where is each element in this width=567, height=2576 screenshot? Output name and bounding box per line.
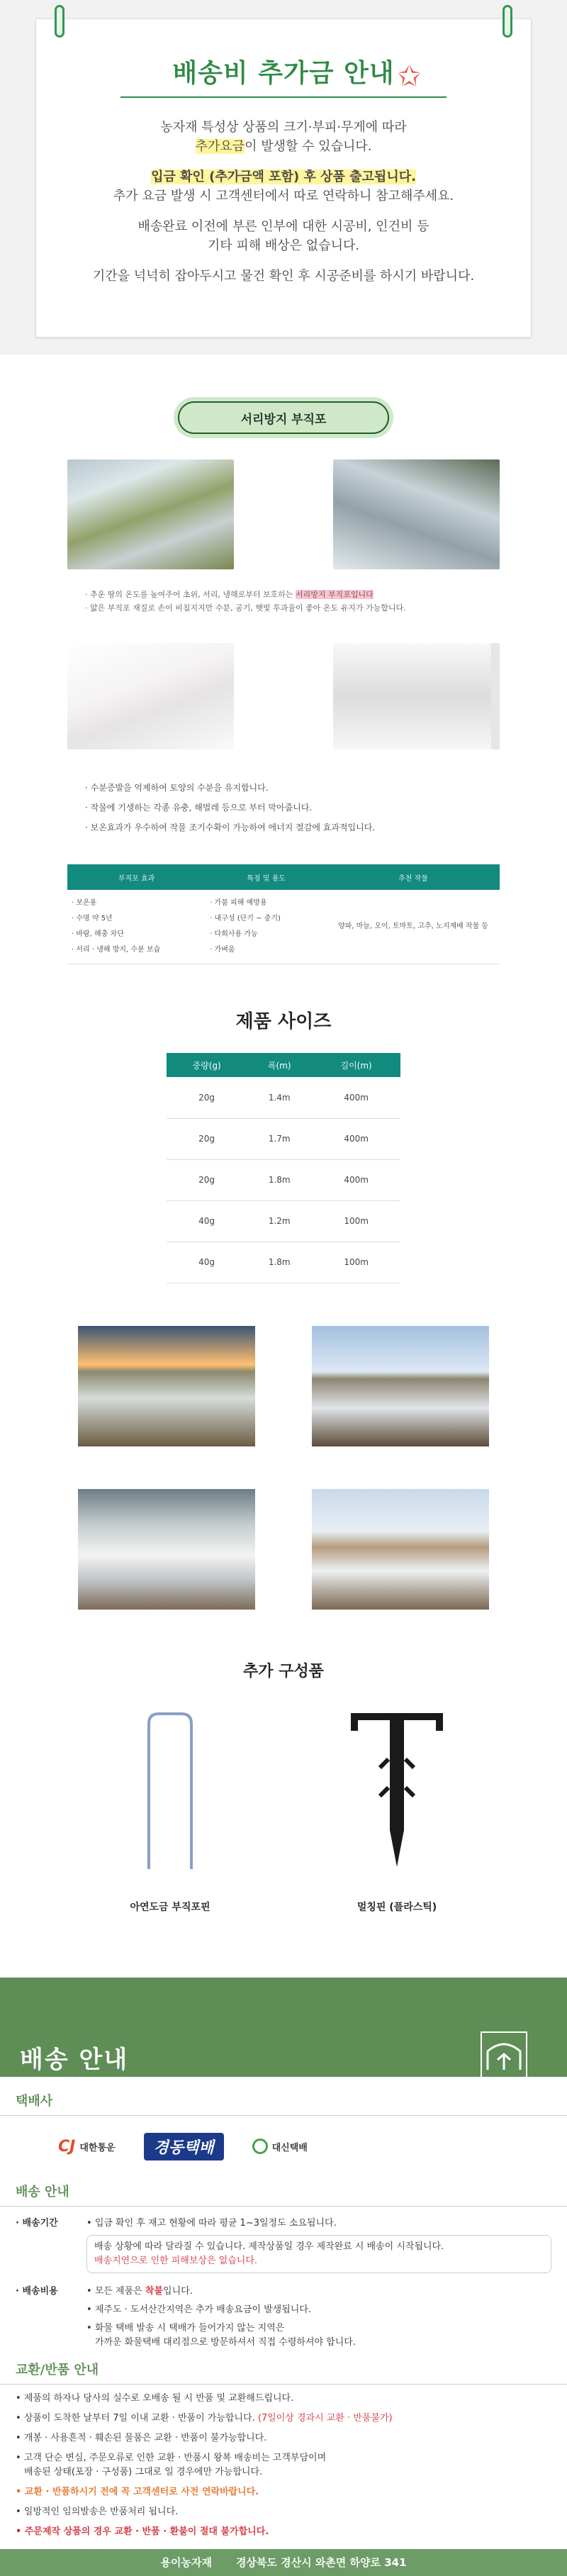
carrier-kd	[144, 2133, 224, 2160]
fabric-photo-row	[67, 643, 500, 749]
fee-row: · 배송비용 • 모든 제품은 착불입니다. • 제주도 · 도서산간지역은 추가 배송요금이 발생됩니다. • 화물 택배 발송 시 택배가 들어가지 않는 지역은 가까운 화물택배 대리점으로 방문하셔서 직접 수령하셔야 합니다.	[0, 2279, 567, 2350]
fabric-photo	[67, 643, 234, 749]
frost-photo-row	[67, 459, 500, 569]
product-description	[85, 588, 482, 615]
carrier-ds: 대신택배	[252, 2139, 308, 2154]
notice-line: 추가 요금 발생 시 고객센터에서 따로 연락하니 참고해주세요.	[113, 189, 454, 203]
frost-photo	[333, 459, 500, 569]
field-photo	[78, 1489, 255, 1610]
carrier-cj: CJ 대한통운	[58, 2137, 116, 2156]
info-label: 배송 안내	[16, 2184, 69, 2199]
highlight-text: 입금 확인 (추가금액 포함) 후 상품 출고됩니다.	[151, 169, 416, 184]
table-row: 20g 1.8m 400m	[167, 1159, 400, 1200]
notice-line: 농자재 특성상 상품의 크기·부피·무게에 따라	[160, 120, 407, 135]
extra-caption: 멀칭핀 (플라스틱)	[357, 1901, 437, 1913]
notice-line	[36, 167, 531, 186]
table-header: 폭(m)	[247, 1053, 312, 1077]
notice-card	[35, 18, 532, 338]
extra-item	[99, 1710, 241, 1914]
period-key: · 배송기간	[16, 2217, 58, 2229]
highlight-text: 추가요금	[195, 139, 245, 154]
table-row	[67, 890, 500, 964]
bullet-item: · 수분증발을 억제하여 토양의 수분을 유지합니다.	[85, 783, 269, 793]
policy-label: 교환/반품 안내	[16, 2362, 99, 2377]
greenhouse-logo-icon	[481, 2031, 527, 2078]
paper-clip-icon	[503, 5, 512, 38]
cj-logo-icon: CJ	[58, 2137, 76, 2156]
carrier-label: 택배사	[16, 2093, 53, 2109]
table-row: 20g 1.7m 400m	[167, 1118, 400, 1159]
table-header: 부직포 효과	[67, 864, 206, 890]
product-section	[0, 355, 567, 1935]
fabric-photo	[333, 643, 500, 749]
note-box: 배송 상황에 따라 달라질 수 있습니다. 제작상품일 경우 제작완료 시 배송이 시작됩니다. 배송지연으로 인한 피해보상은 없습니다.	[86, 2235, 551, 2273]
carrier-list	[0, 2116, 567, 2172]
policy-list: • 제품의 하자나 당사의 실수로 오배송 될 시 반품 및 교환해드립니다. • 상품이 도착한 날부터 7일 이내 교환 · 반품이 가능합니다. (7일이상 경과시 교환 · 반품불가) • 개봉 · 사용흔적 · 훼손된 물품은 교환 · 반품이 불가능합니다. • 고객 단순 변심, 주문오류로 인한 교환 · 반품시 왕복 배송비는 고객부담이며 배송된 상태(포장 · 구성품) 그대로 일 경우에만 가능합니다. • 교환 · 반품하시기 전에 꼭 고객센터로 사전 연락바랍니다. • 일방적인 임의발송은 반품처리 됩니다. • 주문제작 상품의 경우 교환 · 반품 · 환불이 절대 불가합니다.	[16, 2392, 393, 2537]
product-label-text: 서리방지 부직포	[240, 412, 327, 427]
extra-title: 추가 구성품	[243, 1662, 324, 1680]
delivery-title: 배송 안내	[20, 2045, 129, 2074]
table-cell: · 보온용 · 수명 약 5년 · 바람, 해충 차단 · 서리 · 냉해 방지, 수분 보습	[67, 890, 206, 964]
notice-section	[0, 0, 567, 355]
mulching-pin-icon	[326, 1710, 468, 1873]
feature-table	[67, 864, 500, 964]
notice-line: 기타 피해 배상은 없습니다.	[207, 238, 360, 253]
bullet-item: · 작물에 기생하는 각종 유충, 해벌레 등으로 부터 막아줍니다.	[85, 803, 313, 813]
table-cell: · 가뭄 피해 예방용 · 내구성 (단기 ~ 중기) · 다회사용 가능 · 가벼움	[206, 890, 327, 964]
table-header: 중량(g)	[167, 1053, 247, 1077]
notice-title: 배송비 추가금 안내	[172, 59, 395, 88]
table-header: 특징 및 용도	[206, 864, 327, 890]
company-name: 용이농자재	[160, 2556, 212, 2569]
title-underline	[120, 96, 447, 98]
desc-text: · 얇은 부직포 재질로 손이 비침지지만 수분, 공기, 햇빛 투과율이 좋아 온도 유지가 가능합니다.	[85, 603, 406, 613]
table-header: 추천 작물	[327, 864, 500, 890]
delivery-section	[0, 1978, 567, 2576]
table-row: 40g 1.2m 100m	[167, 1200, 400, 1242]
notice-line	[36, 137, 531, 156]
star-icon: ✩	[397, 60, 421, 93]
table-header: 길이(m)	[312, 1053, 400, 1077]
notice-line: 배송완료 이전에 부른 인부에 대한 시공비, 인건비 등	[137, 219, 430, 234]
size-title: 제품 사이즈	[235, 1011, 332, 1032]
feature-bullets	[85, 778, 482, 837]
field-photo-grid	[64, 1326, 503, 1610]
u-pin-icon	[99, 1710, 241, 1873]
field-photo	[78, 1326, 255, 1446]
notice-line: 기간을 넉넉히 잡아두시고 물건 확인 후 시공준비를 하시기 바랍니다.	[92, 269, 475, 284]
size-table	[167, 1053, 400, 1283]
footer-bar	[0, 2549, 567, 2576]
notice-body	[36, 118, 531, 286]
fee-key: · 배송비용	[16, 2285, 58, 2297]
highlight-text: 서리방지 부직포입니다	[295, 590, 374, 599]
info-text: • 입금 확인 후 재고 현황에 따라 평균 1~3일정도 소요됩니다.	[86, 2217, 337, 2229]
desc-text: · 추운 땅의 온도를 높여주어 초위, 서리, 냉해로부터 보호하는	[85, 590, 293, 599]
extra-caption: 아연도금 부직포핀	[130, 1901, 210, 1913]
extra-item	[326, 1710, 468, 1914]
frost-photo	[67, 459, 234, 569]
bullet-item: · 보온효과가 우수하여 작물 조기수확이 가능하여 에너지 절감에 효과적입니다.	[85, 823, 376, 832]
period-row	[0, 2207, 567, 2279]
company-address: 경상북도 경산시 와촌면 하양로 341	[235, 2556, 407, 2569]
kd-logo: 경동택배	[144, 2133, 224, 2160]
product-label	[174, 397, 393, 438]
extra-items	[99, 1710, 468, 1914]
notice-text: 이 발생할 수 있습니다.	[245, 139, 372, 154]
ds-logo-icon	[252, 2139, 268, 2154]
delivery-header	[0, 1978, 567, 2077]
table-cell: 양파, 마늘, 오이, 토마토, 고추, 노지재배 작물 등	[327, 890, 500, 964]
table-row: 20g 1.4m 400m	[167, 1077, 400, 1118]
table-row: 40g 1.8m 100m	[167, 1242, 400, 1283]
paper-clip-icon	[55, 5, 64, 38]
field-photo	[312, 1489, 489, 1610]
field-photo	[312, 1326, 489, 1446]
